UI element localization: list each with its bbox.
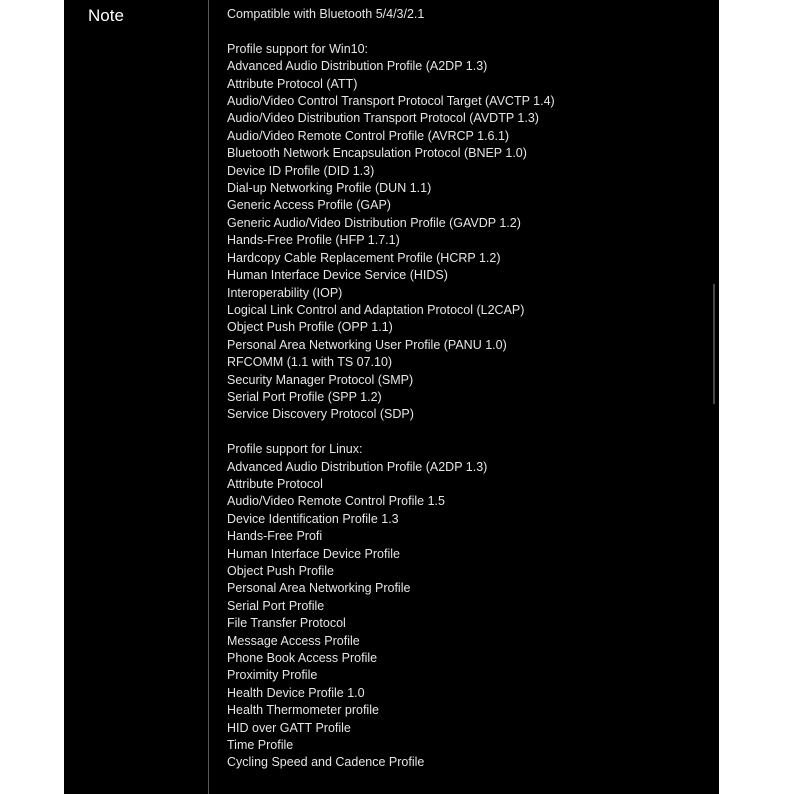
profile-item: Human Interface Device Service (HIDS) <box>227 268 448 283</box>
profile-item: Advanced Audio Distribution Profile (A2DP 1.3) <box>227 59 488 74</box>
linux-heading: Profile support for Linux: <box>227 442 363 457</box>
note-content <box>227 6 707 772</box>
note-label: Note <box>88 6 124 25</box>
profile-item: Audio/Video Remote Control Profile (AVRCP 1.6.1) <box>227 128 510 143</box>
profile-item: Service Discovery Protocol (SDP) <box>227 407 414 422</box>
spacer <box>227 23 707 40</box>
win10-profile-list <box>227 58 707 424</box>
compat-line: Compatible with Bluetooth 5/4/3/2.1 <box>227 7 425 21</box>
linux-profile-list <box>227 459 707 772</box>
profile-item: File Transfer Protocol <box>227 616 346 631</box>
column-divider <box>208 0 209 794</box>
profile-item: Personal Area Networking User Profile (PANU 1.0) <box>227 337 507 352</box>
profile-item: Hands-Free Profi <box>227 529 323 544</box>
profile-item: Hands-Free Profile (HFP 1.7.1) <box>227 233 400 248</box>
profile-item: Phone Book Access Profile <box>227 651 378 666</box>
profile-item: Message Access Profile <box>227 633 360 648</box>
profile-item: Object Push Profile <box>227 564 334 578</box>
profile-item: Generic Audio/Video Distribution Profile (GAVDP 1.2) <box>227 215 521 230</box>
profile-item: Logical Link Control and Adaptation Protocol (L2CAP) <box>227 302 525 317</box>
profile-item: Proximity Profile <box>227 668 318 683</box>
profile-item: HID over GATT Profile <box>227 720 351 735</box>
profile-item: Serial Port Profile (SPP 1.2) <box>227 389 382 404</box>
profile-item: Audio/Video Remote Control Profile 1.5 <box>227 494 445 509</box>
profile-item: Object Push Profile (OPP 1.1) <box>227 320 393 335</box>
win10-heading: Profile support for Win10: <box>227 41 369 56</box>
profile-item: Dial-up Networking Profile (DUN 1.1) <box>227 181 432 196</box>
profile-item: Advanced Audio Distribution Profile (A2DP 1.3) <box>227 459 488 474</box>
profile-item: Audio/Video Distribution Transport Protocol (AVDTP 1.3) <box>227 111 539 126</box>
profile-item: Security Manager Protocol (SMP) <box>227 372 414 387</box>
profile-item: Health Thermometer profile <box>227 703 379 718</box>
profile-item: Attribute Protocol <box>227 476 323 491</box>
profile-item: Hardcopy Cable Replacement Profile (HCRP 1.2) <box>227 250 501 265</box>
profile-item: Cycling Speed and Cadence Profile <box>227 755 425 770</box>
profile-item: Bluetooth Network Encapsulation Protocol (BNEP 1.0) <box>227 146 527 161</box>
profile-item: Personal Area Networking Profile <box>227 581 411 596</box>
profile-item: Human Interface Device Profile <box>227 546 400 561</box>
spacer <box>227 424 707 441</box>
profile-item: Serial Port Profile <box>227 598 325 613</box>
profile-item: RFCOMM (1.1 with TS 07.10) <box>227 355 393 370</box>
profile-item: Device Identification Profile 1.3 <box>227 511 399 526</box>
profile-item: Health Device Profile 1.0 <box>227 685 365 700</box>
profile-item: Attribute Protocol (ATT) <box>227 76 358 91</box>
scrollbar-thumb[interactable] <box>713 284 715 404</box>
profile-item: Audio/Video Control Transport Protocol Target (AVCTP 1.4) <box>227 94 555 109</box>
profile-item: Interoperability (IOP) <box>227 285 343 300</box>
profile-item: Time Profile <box>227 738 294 753</box>
profile-item: Device ID Profile (DID 1.3) <box>227 163 375 178</box>
profile-item: Generic Access Profile (GAP) <box>227 198 391 213</box>
